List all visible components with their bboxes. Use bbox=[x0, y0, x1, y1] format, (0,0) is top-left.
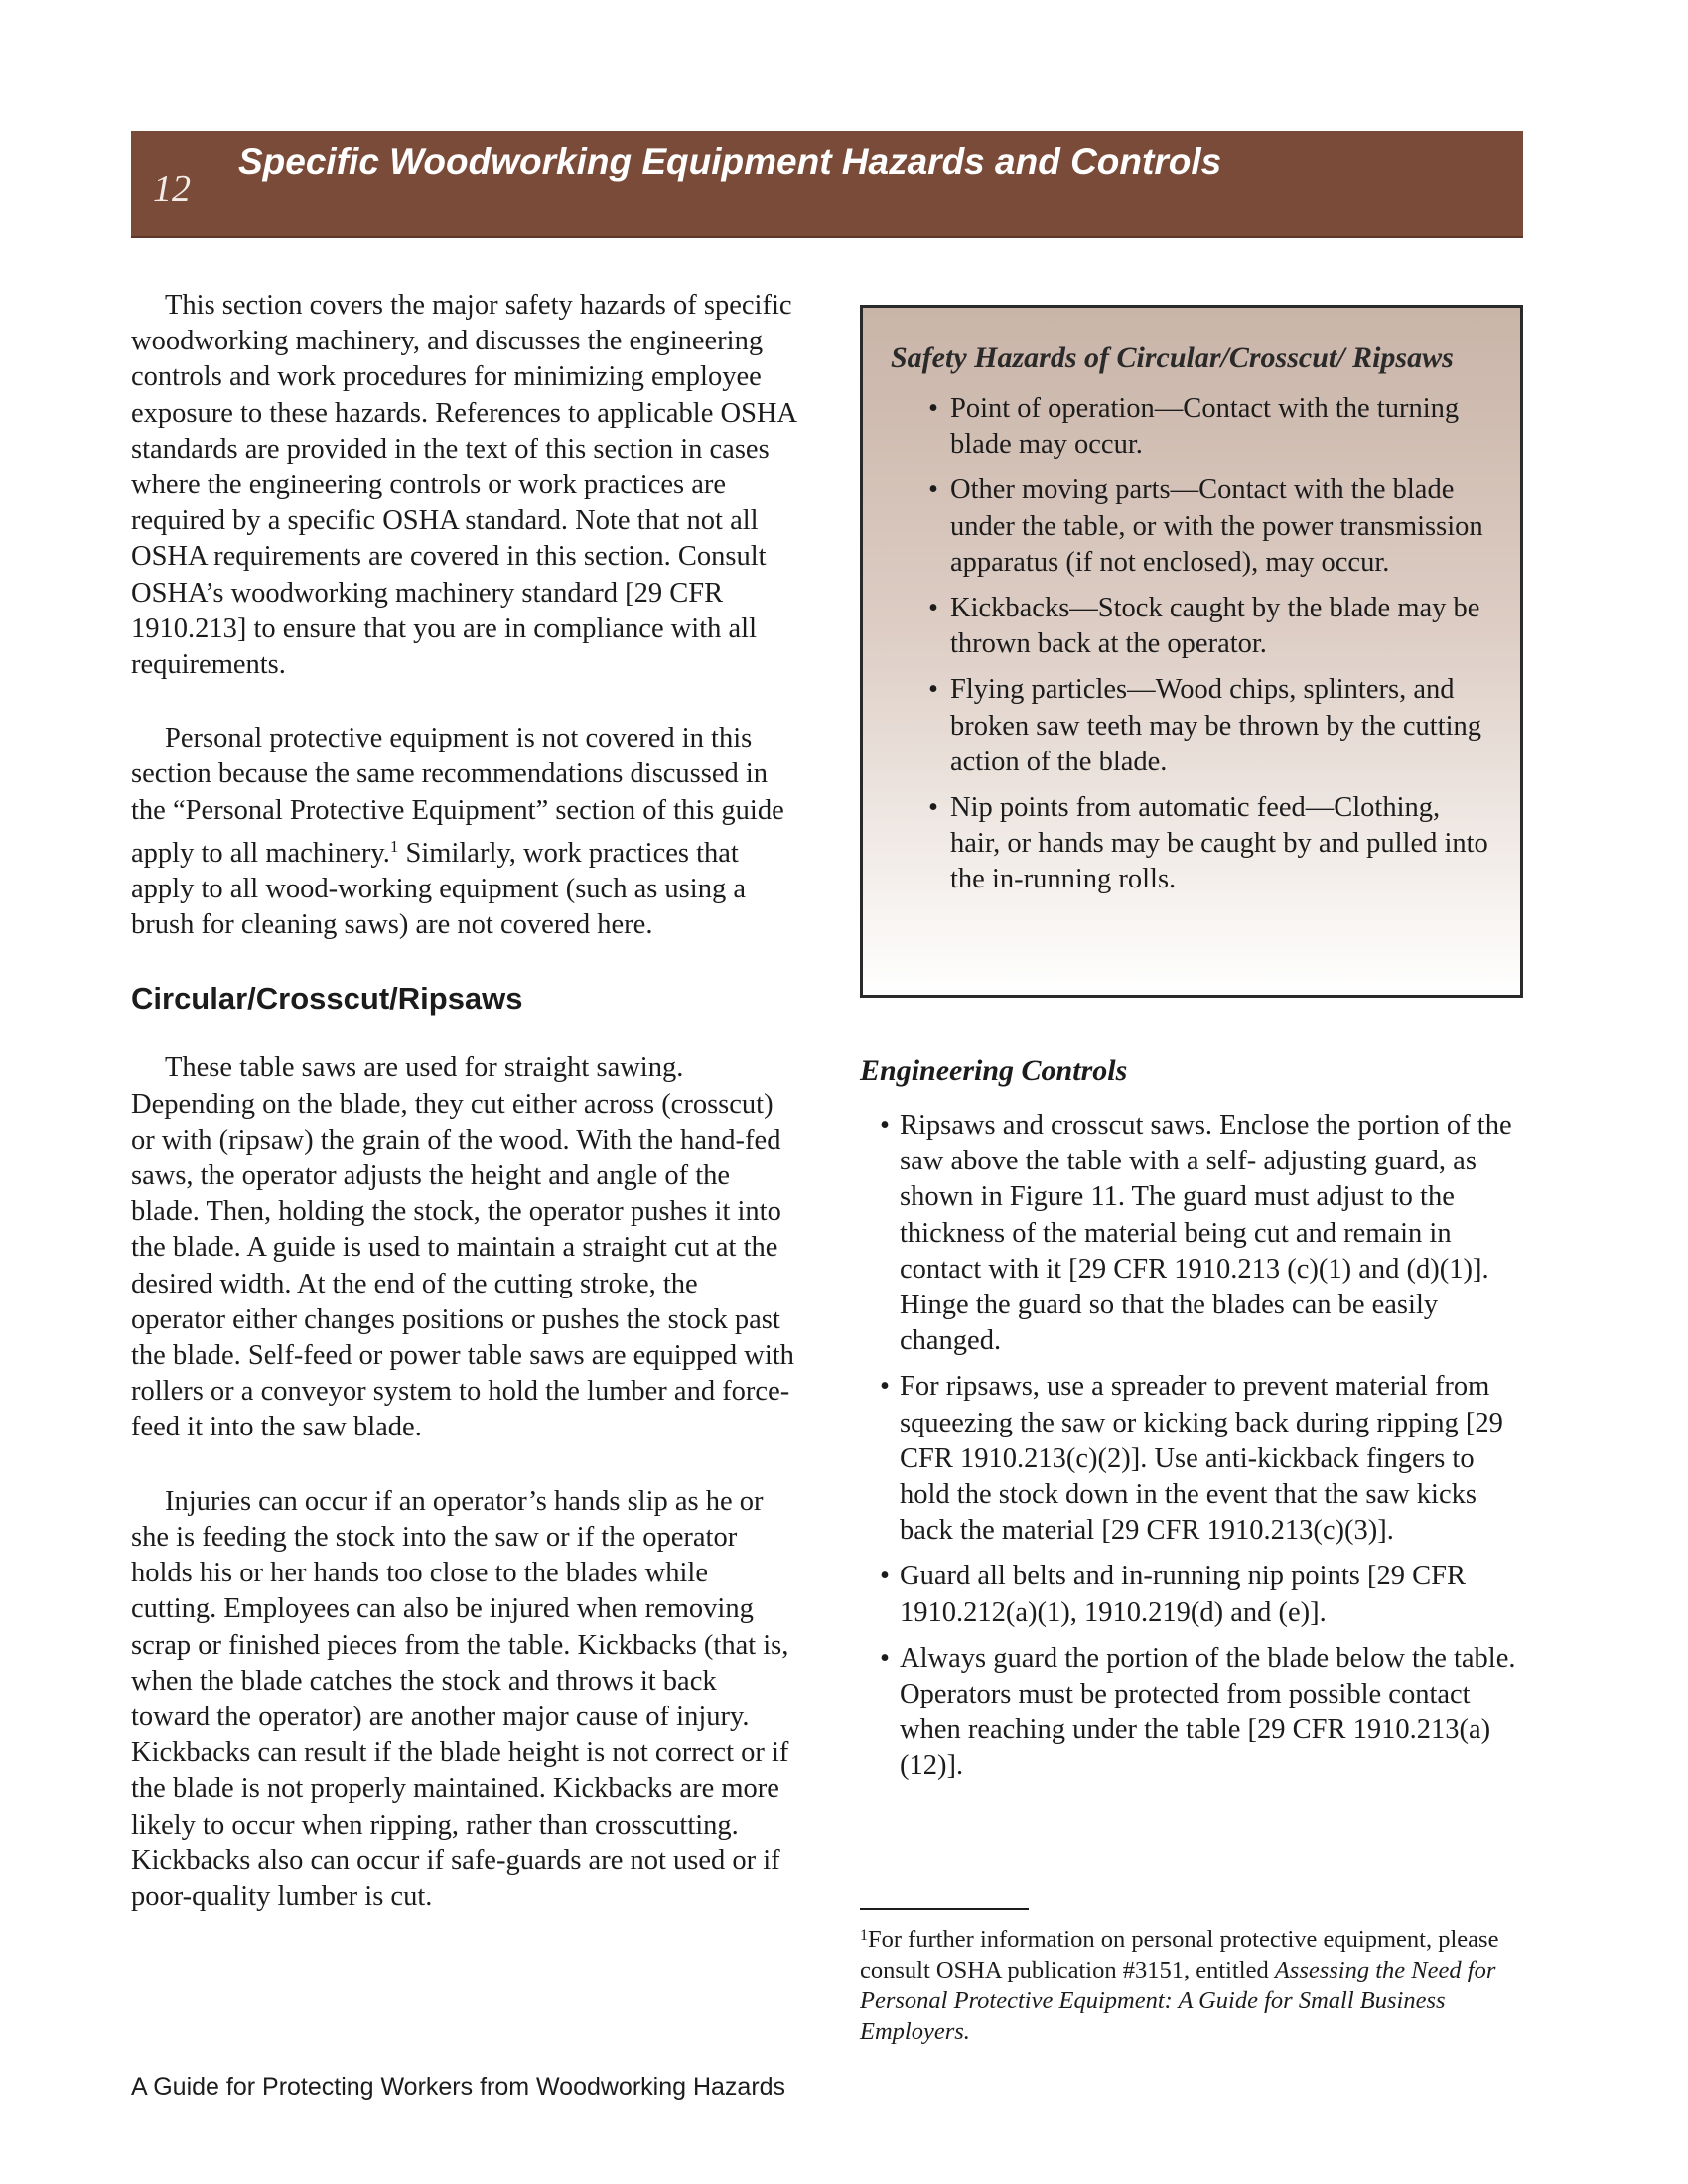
hazard-item: • Kickbacks—Stock caught by the blade may be thrown back at the operator. bbox=[928, 591, 1490, 662]
hazard-item: • Flying particles—Wood chips, splinters, and broken saw teeth may be thrown by the cutting action of the blade. bbox=[928, 672, 1490, 780]
section-paragraph-1: These table saws are used for straight sawing. Depending on the blade, they cut either across (crosscut) or with (ripsaw) the grain of the wood. With the hand-fed saws, the operator adjusts the height and angle of the blade. Then, holding the stock, the operator pushes it into the blade. A guide is used to maintain a straight cut at the desired width. At the end of the cutting stroke, the operator either changes positions or pushes the stock past the blade. Self-feed or power table saws are equipped with rollers or a conveyor system to hold the lumber and force-feed it into the saw blade. bbox=[131, 1052, 794, 1443]
section-banner bbox=[131, 131, 1523, 238]
engineering-control-item: • For ripsaws, use a spreader to prevent material from squeezing the saw or kicking back during ripping [29 CFR 1910.213(c)(2)]. Use anti-kickback fingers to hold the stock down in the event that the saw kicks back the material [29 CFR 1910.213(c)(3)]. bbox=[880, 1369, 1525, 1549]
footnote-marker: 1 bbox=[860, 1927, 868, 1944]
footnote-publication-title: Assessing the Need for Personal Protective Equipment: A Guide for Small Business Employers. bbox=[860, 1957, 1496, 2045]
left-column bbox=[131, 288, 796, 1953]
engineering-control-item: • Ripsaws and crosscut saws. Enclose the portion of the saw above the table with a self- adjusting guard, as shown in Figure 11. The guard must adjust to the thickness of the material being cut and remain in contact with it [29 CFR 1910.213 (c)(1) and (d)(1)]. Hinge the guard so that the blades can be easily changed. bbox=[880, 1108, 1525, 1359]
engineering-controls-list bbox=[880, 1108, 1525, 1795]
intro-paragraph-1: This section covers the major safety hazards of specific woodworking machinery, and discusses the engineering controls and work procedures for minimizing employee exposure to these hazards. References to applicable OSHA standards are provided in the text of this section in cases where the engineering controls or work practices are required by a specific OSHA standard. Note that not all OSHA requirements are covered in this section. Consult OSHA’s woodworking machinery standard [29 CFR 1910.213] to ensure that you are in compliance with all requirements. bbox=[131, 290, 796, 681]
hazards-sidebar-box bbox=[860, 305, 1523, 998]
section-heading: Circular/Crosscut/Ripsaws bbox=[131, 981, 523, 1017]
intro-paragraph-2-cont: Similarly, work practices that apply to all wood-working equipment (such as using a brush for cleaning saws) are not covered here. bbox=[131, 837, 746, 941]
page-number: 12 bbox=[153, 168, 191, 209]
hazards-list bbox=[891, 391, 1490, 898]
intro-paragraph-2 bbox=[131, 721, 796, 943]
hazard-item: • Other moving parts—Contact with the blade under the table, or with the power transmission apparatus (if not enclosed), may occur. bbox=[928, 473, 1490, 581]
engineering-control-item: • Always guard the portion of the blade below the table. Operators must be protected from possible contact when reaching under the table [29 CFR 1910.213(a)(12)]. bbox=[880, 1641, 1525, 1785]
footnote bbox=[860, 1920, 1523, 2047]
hazard-item: • Nip points from automatic feed—Clothing, hair, or hands may be caught by and pulled into the in-running rolls. bbox=[928, 790, 1490, 898]
engineering-control-item: • Guard all belts and in-running nip points [29 CFR 1910.212(a)(1), 1910.219(d) and (e)]. bbox=[880, 1559, 1525, 1630]
footnote-divider bbox=[860, 1908, 1029, 1910]
engineering-controls-heading: Engineering Controls bbox=[860, 1054, 1128, 1087]
section-paragraph-2: Injuries can occur if an operator’s hands slip as he or she is feeding the stock into the saw or if the operator holds his or her hands too close to the blades while cutting. Employees can also be injured when removing scrap or finished pieces from the table. Kickbacks (that is, when the blade catches the stock and throws it back toward the operator) are another major cause of injury. Kickbacks can result if the blade height is not correct or if the blade is not properly maintained. Kickbacks are more likely to occur when ripping, rather than crosscutting. Kickbacks also can occur if safe-guards are not used or if poor-quality lumber is cut. bbox=[131, 1485, 789, 1912]
footnote-reference[interactable]: 1 bbox=[389, 836, 399, 856]
page-title: Specific Woodworking Equipment Hazards and Controls bbox=[238, 141, 1222, 182]
hazard-item: • Point of operation—Contact with the turning blade may occur. bbox=[928, 391, 1490, 463]
intro-paragraph-2-text: Personal protective equipment is not covered in this section because the same recommendations discussed in the “Personal Protective Equipment” section of this guide apply to all machinery. bbox=[131, 723, 784, 869]
hazards-box-title: Safety Hazards of Circular/Crosscut/ Ripsaws bbox=[891, 341, 1454, 374]
footnote-text: For further information on personal protective equipment, please consult OSHA publication #3151, entitled bbox=[860, 1926, 1499, 1983]
page-footer: A Guide for Protecting Workers from Woodworking Hazards bbox=[131, 2073, 786, 2101]
